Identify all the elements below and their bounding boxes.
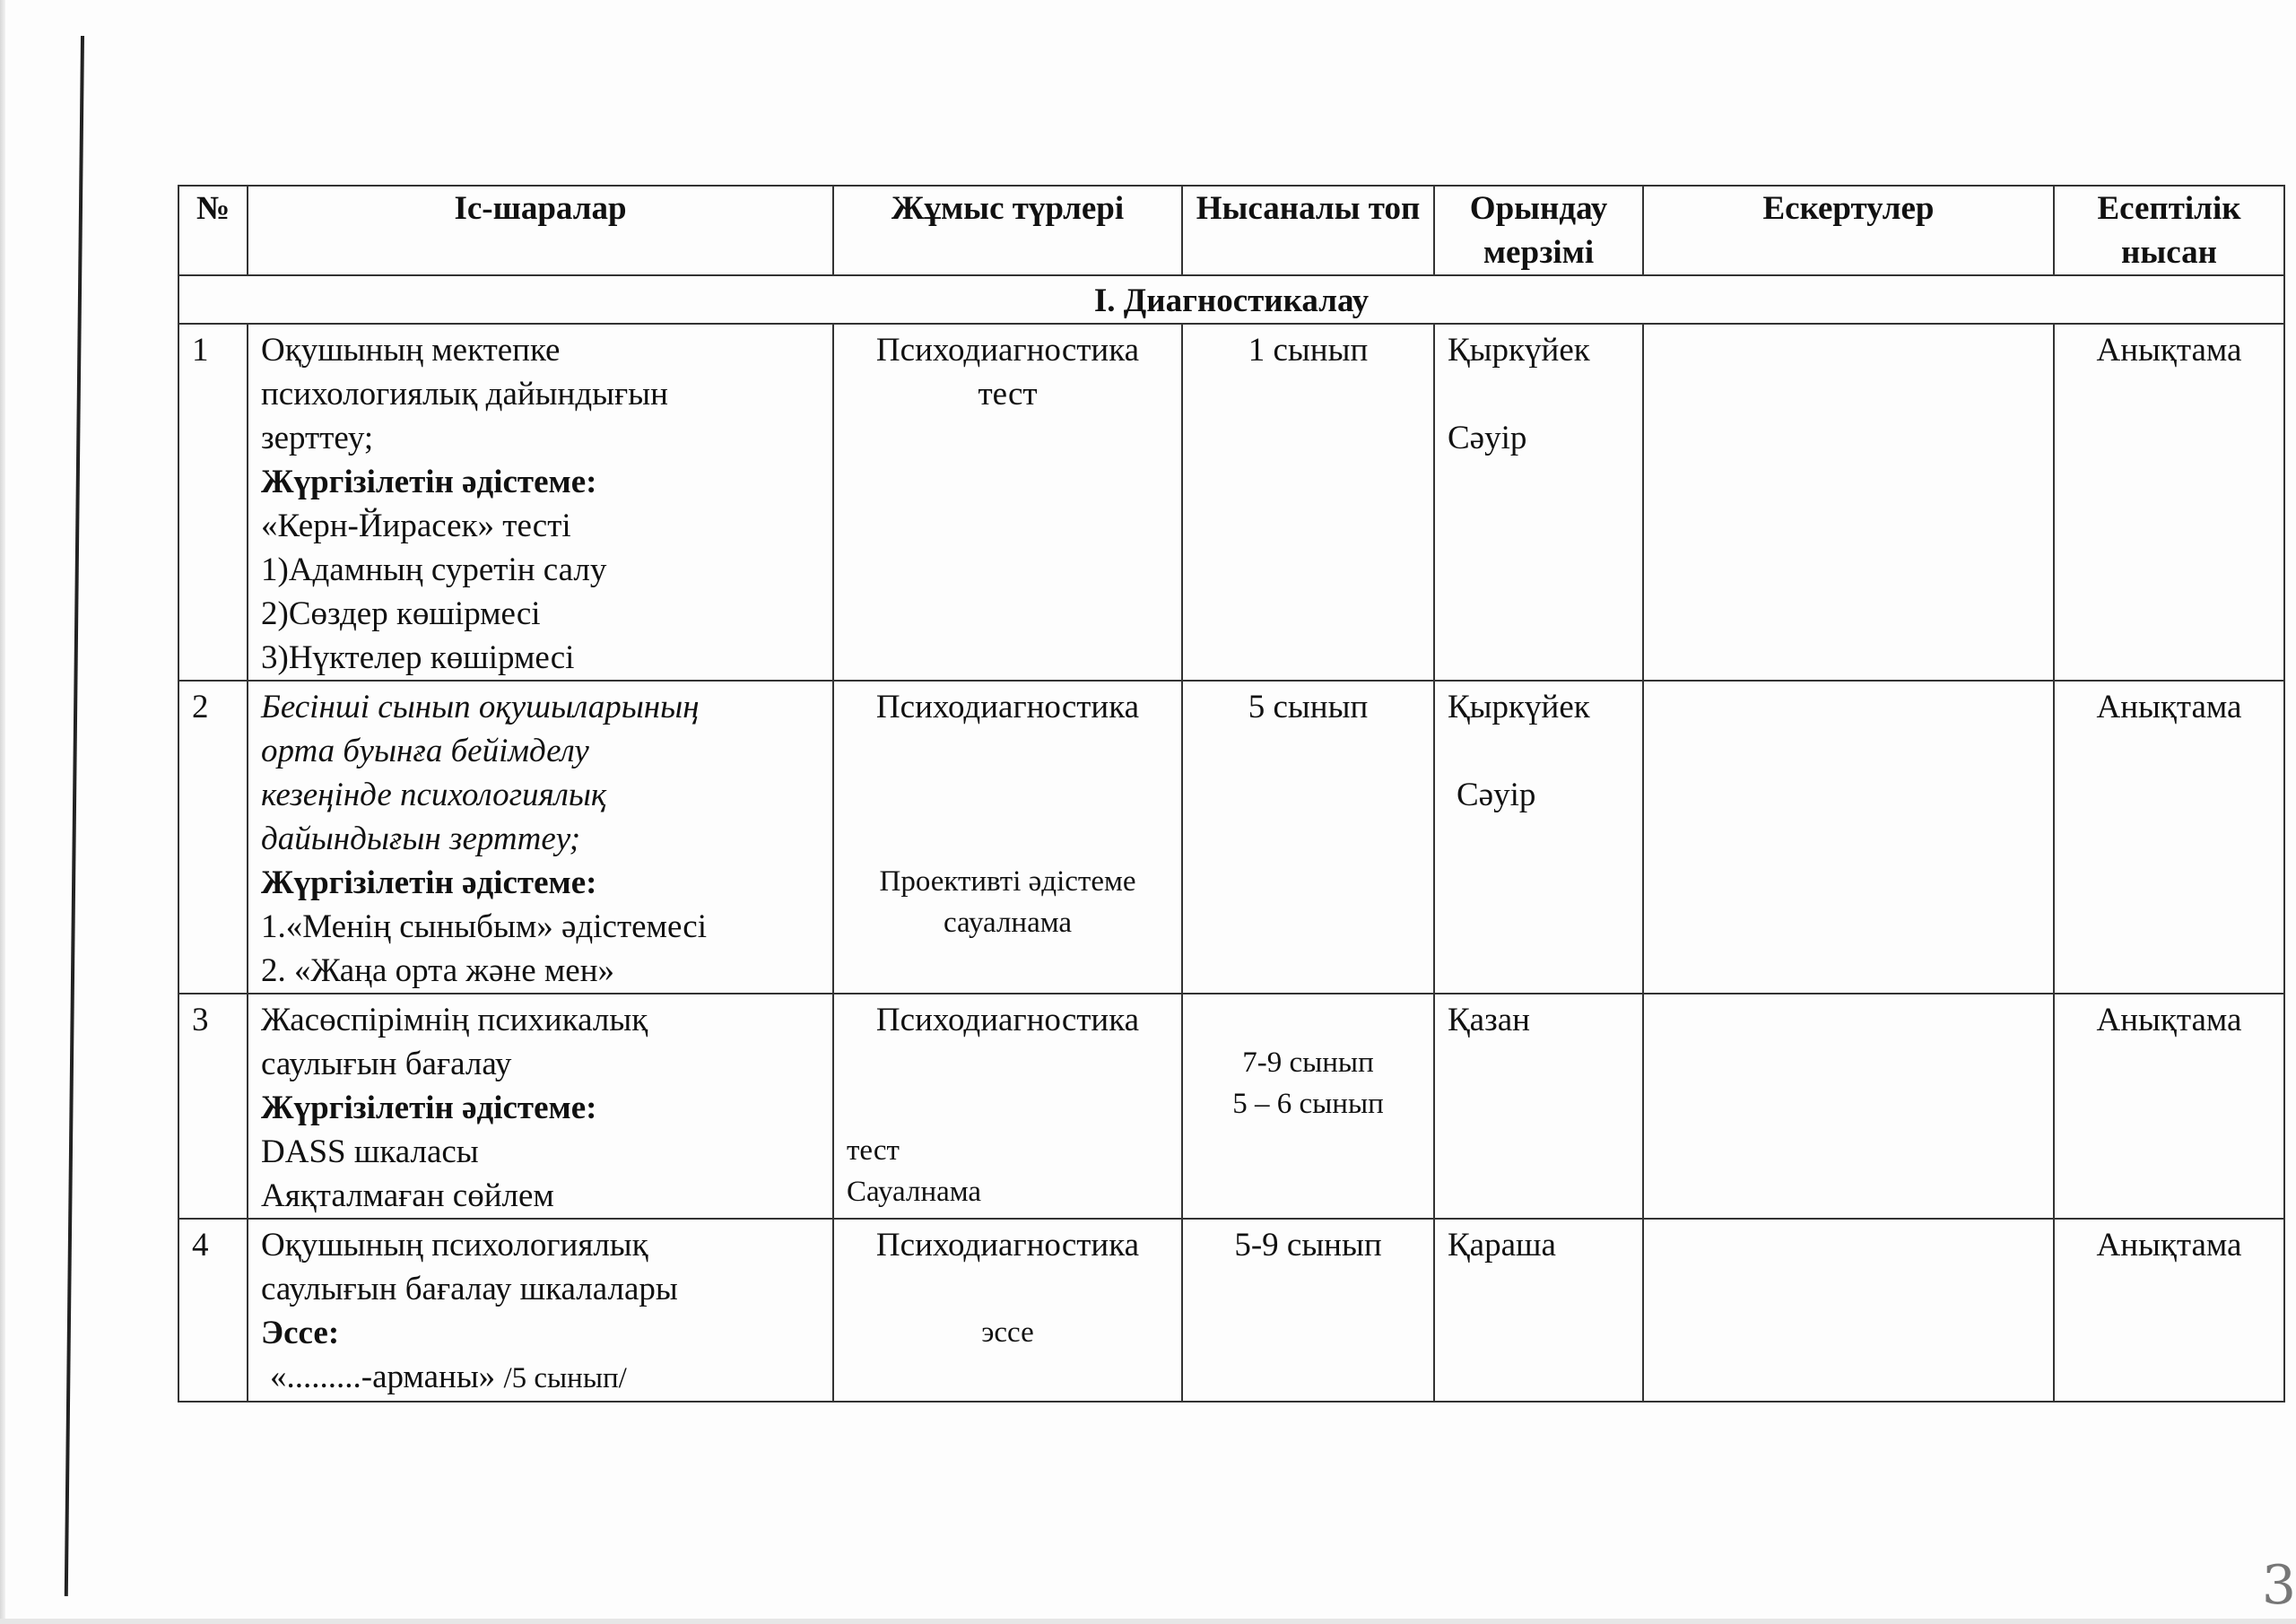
target-group: 7-9 сынып <box>1242 1046 1374 1079</box>
activity-line: психологиялық дайындығын <box>261 376 668 413</box>
row-activity <box>248 324 833 681</box>
row-notes <box>1643 994 2054 1219</box>
row-activity <box>248 1219 833 1402</box>
header-number: № <box>178 186 248 275</box>
row-work-types <box>833 324 1182 681</box>
activity-line: Оқушының мектепке <box>261 332 561 369</box>
row-target-group <box>1182 994 1434 1219</box>
binding-line <box>65 36 84 1596</box>
essay-title: «.........-арманы» <box>270 1359 496 1395</box>
table-row <box>178 1219 2284 1402</box>
work-plan-table <box>178 185 2285 1403</box>
work-type: тест <box>978 376 1038 413</box>
method-line: 2)Сөздер көшірмесі <box>261 595 541 632</box>
activity-line: орта буынға бейімделу <box>261 733 589 769</box>
deadline: Сәуір <box>1457 777 1536 813</box>
deadline: Қыркүйек <box>1448 332 1590 369</box>
row-notes <box>1643 681 2054 994</box>
work-type: Психодиагностика <box>875 1227 1140 1264</box>
target-group-spacer <box>1196 998 1421 1042</box>
deadline: Қараша <box>1448 1227 1556 1264</box>
header-report-form: Есептілік нысан <box>2054 186 2284 275</box>
method-line: 2. «Жаңа орта және мен» <box>261 952 615 989</box>
method-label: Эссе: <box>261 1315 340 1351</box>
method-line: «Керн-Йирасек» тесті <box>261 508 571 544</box>
work-type-spacer <box>847 1267 1169 1311</box>
activity-line: дайындығын зерттеу; <box>261 821 581 857</box>
header-target-group: Нысаналы топ <box>1182 186 1434 275</box>
method-line: 1)Адамның суретін салу <box>261 551 607 588</box>
table-row <box>178 324 2284 681</box>
row-notes <box>1643 1219 2054 1402</box>
activity-line: кезеңінде психологиялық <box>261 777 607 813</box>
row-number: 1 <box>178 324 248 681</box>
work-type-spacer <box>847 729 1169 861</box>
target-group: 5 – 6 сынып <box>1232 1088 1384 1120</box>
activity-line: Бесінші сынып оқушыларының <box>261 689 700 725</box>
row-report-form: Анықтама <box>2054 1219 2284 1402</box>
work-type: эссе <box>981 1316 1034 1349</box>
method-label: Жүргізілетін әдістеме: <box>261 864 597 901</box>
method-line: Аяқталмаған сөйлем <box>261 1177 554 1214</box>
row-work-types <box>833 994 1182 1219</box>
method-line: 3)Нүктелер көшірмесі <box>261 639 575 676</box>
row-target-group <box>1182 1219 1434 1402</box>
work-type: Сауалнама <box>847 1176 982 1208</box>
row-target-group <box>1182 681 1434 994</box>
method-line: 1.«Менің сыныбым» әдістемесі <box>261 908 708 945</box>
work-type: Психодиагностика <box>875 1002 1140 1038</box>
row-deadline <box>1434 994 1643 1219</box>
work-type: Психодиагностика <box>875 332 1140 369</box>
section-title: I. Диагностикалау <box>178 275 2284 324</box>
method-label: Жүргізілетін әдістеме: <box>261 464 597 500</box>
work-type: сауалнама <box>943 907 1073 939</box>
page-bottom-edge <box>0 1619 2296 1624</box>
activity-line: зерттеу; <box>261 420 374 456</box>
target-group: 5-9 сынып <box>1234 1227 1382 1264</box>
row-target-group <box>1182 324 1434 681</box>
activity-line: Жасөспірімнің психикалық <box>261 1002 648 1038</box>
row-number: 4 <box>178 1219 248 1402</box>
work-type-spacer <box>847 1042 1169 1130</box>
row-work-types <box>833 681 1182 994</box>
deadline: Қазан <box>1448 1002 1530 1038</box>
essay-grade: /5 сынып/ <box>503 1362 627 1394</box>
row-deadline <box>1434 681 1643 994</box>
row-deadline <box>1434 324 1643 681</box>
activity-line: саулығын бағалау шкалалары <box>261 1271 678 1307</box>
header-notes: Ескертулер <box>1643 186 2054 275</box>
row-report-form: Анықтама <box>2054 994 2284 1219</box>
work-type: Проективті әдістеме <box>879 865 1136 898</box>
header-row <box>178 186 2284 275</box>
row-work-types <box>833 1219 1182 1402</box>
row-deadline <box>1434 1219 1643 1402</box>
page-number: 3 <box>2261 1554 2296 1617</box>
method-label: Жүргізілетін әдістеме: <box>261 1090 597 1126</box>
row-report-form: Анықтама <box>2054 324 2284 681</box>
target-group: 5 сынып <box>1248 689 1369 725</box>
method-line <box>261 1355 820 1401</box>
section-row <box>178 275 2284 324</box>
row-number: 3 <box>178 994 248 1219</box>
table-row <box>178 994 2284 1219</box>
row-activity <box>248 681 833 994</box>
target-group: 1 сынып <box>1248 332 1369 369</box>
work-type: Психодиагностика <box>875 689 1140 725</box>
work-type: тест <box>847 1134 900 1167</box>
row-activity <box>248 994 833 1219</box>
page-left-edge <box>0 0 5 1624</box>
activity-line: саулығын бағалау <box>261 1046 512 1082</box>
header-deadline: Орындау мерзімі <box>1434 186 1643 275</box>
method-line: DASS шкаласы <box>261 1133 479 1170</box>
table-row <box>178 681 2284 994</box>
deadline: Сәуір <box>1448 420 1527 456</box>
row-report-form: Анықтама <box>2054 681 2284 994</box>
header-work-types: Жұмыс түрлері <box>833 186 1182 275</box>
row-number: 2 <box>178 681 248 994</box>
activity-line: Оқушының психологиялық <box>261 1227 648 1264</box>
header-activities: Іс-шаралар <box>248 186 833 275</box>
row-notes <box>1643 324 2054 681</box>
deadline: Қыркүйек <box>1448 689 1590 725</box>
